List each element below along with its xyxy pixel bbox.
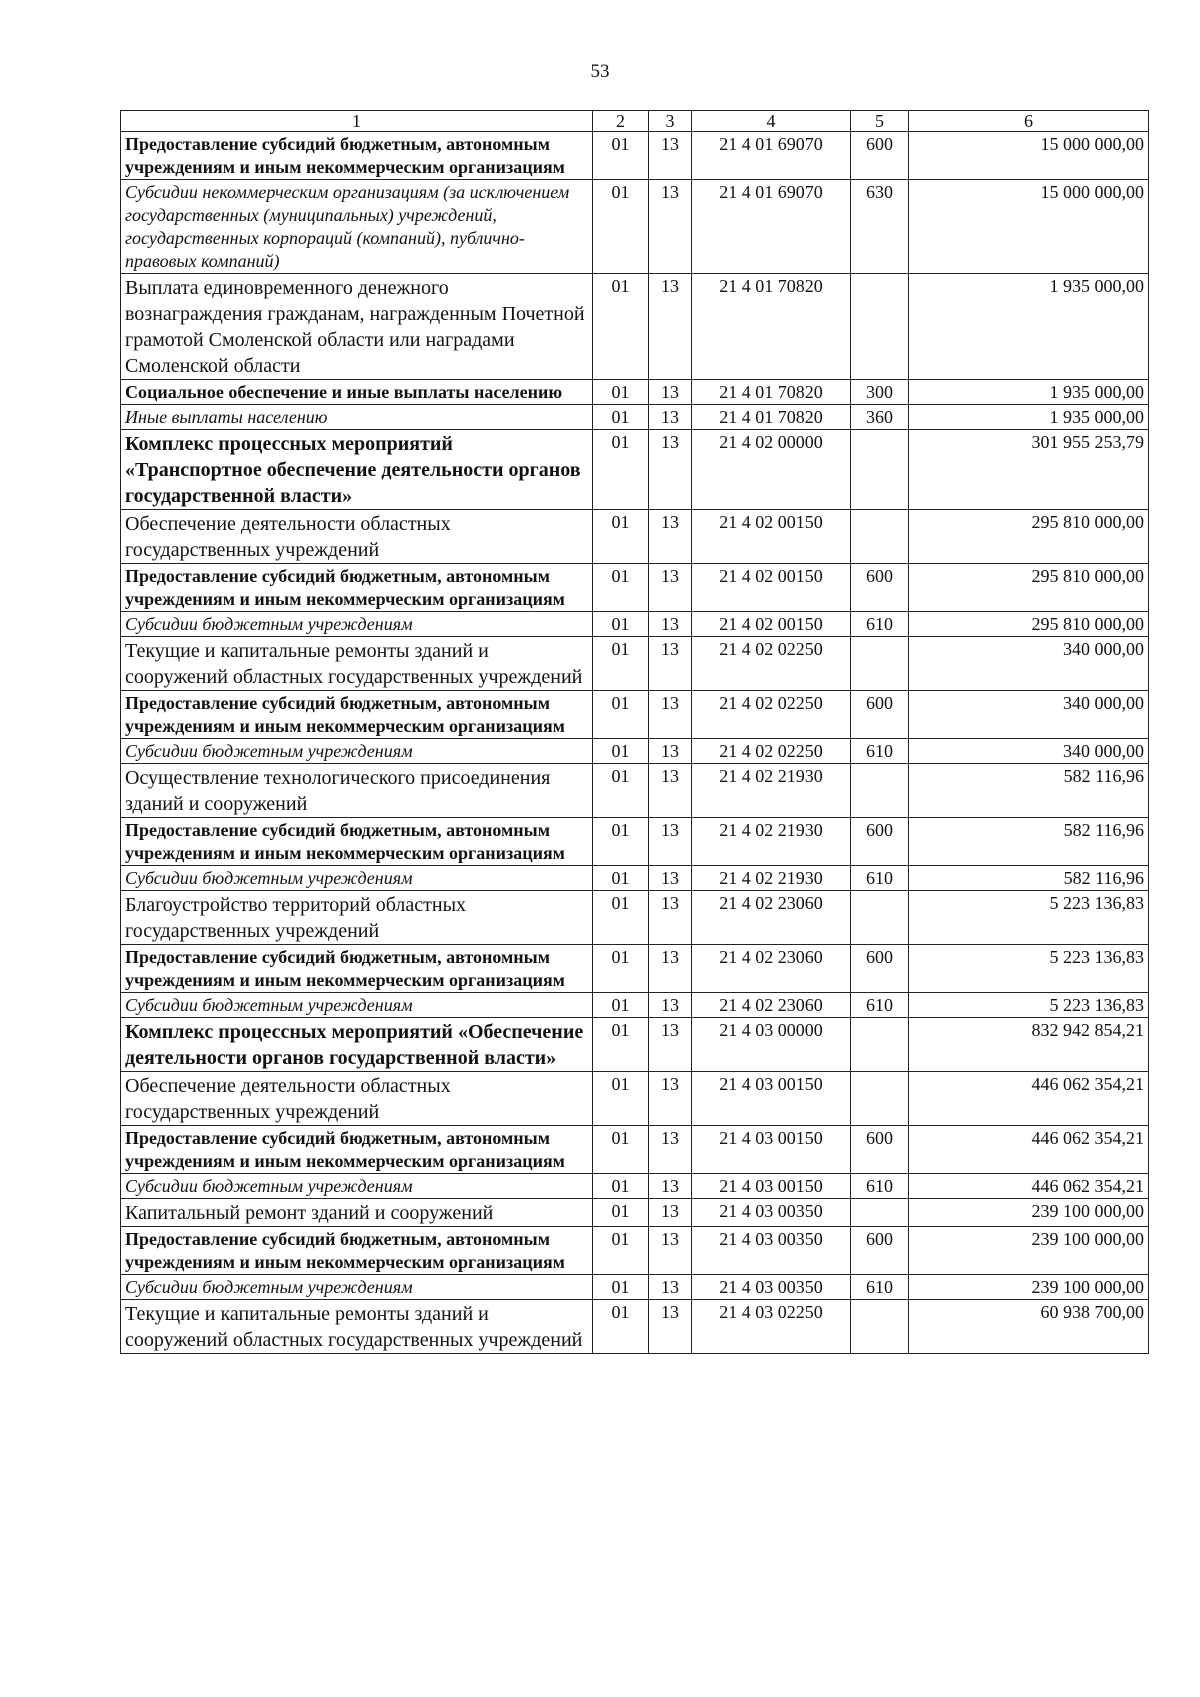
row-target-code-cell: 21 4 02 00000 [692,430,851,510]
row-subsection-cell: 13 [649,1300,692,1354]
table-row [121,1018,1149,1072]
row-amount-cell: 340 000,00 [909,739,1149,764]
table-row [121,637,1149,691]
row-name-cell: Комплекс процессных мероприятий «Транспортное обеспечение деятельности органов государственной власти» [121,430,593,510]
row-expense-type-cell [851,274,909,380]
row-amount-cell: 5 223 136,83 [909,993,1149,1018]
row-section-cell: 01 [593,691,649,739]
row-amount-cell: 340 000,00 [909,637,1149,691]
row-name-cell: Текущие и капитальные ремонты зданий и сооружений областных государственных учреждений [121,637,593,691]
row-target-code-cell: 21 4 02 21930 [692,818,851,866]
table-header-row [121,111,1149,132]
row-name-cell: Субсидии бюджетным учреждениям [121,993,593,1018]
table-row [121,891,1149,945]
row-target-code-cell: 21 4 02 00150 [692,510,851,564]
table-row [121,612,1149,637]
table-row [121,1199,1149,1227]
row-amount-cell: 295 810 000,00 [909,564,1149,612]
row-expense-type-cell: 630 [851,180,909,274]
row-target-code-cell: 21 4 03 00000 [692,1018,851,1072]
row-section-cell: 01 [593,993,649,1018]
column-header-5: 5 [851,111,909,132]
table-row [121,405,1149,430]
row-subsection-cell: 13 [649,1126,692,1174]
row-target-code-cell: 21 4 03 00150 [692,1174,851,1199]
row-target-code-cell: 21 4 01 69070 [692,132,851,180]
table-row [121,1227,1149,1275]
row-section-cell: 01 [593,274,649,380]
table-row [121,1126,1149,1174]
row-target-code-cell: 21 4 03 00350 [692,1275,851,1300]
table-row [121,764,1149,818]
row-subsection-cell: 13 [649,380,692,405]
row-section-cell: 01 [593,405,649,430]
row-target-code-cell: 21 4 02 21930 [692,866,851,891]
row-subsection-cell: 13 [649,430,692,510]
row-subsection-cell: 13 [649,891,692,945]
row-section-cell: 01 [593,818,649,866]
row-section-cell: 01 [593,1018,649,1072]
table-row [121,430,1149,510]
row-subsection-cell: 13 [649,691,692,739]
row-name-cell: Предоставление субсидий бюджетным, автономным учреждениям и иным некоммерческим организациям [121,132,593,180]
row-expense-type-cell [851,637,909,691]
row-expense-type-cell: 300 [851,380,909,405]
row-name-cell: Субсидии бюджетным учреждениям [121,1275,593,1300]
row-expense-type-cell: 610 [851,993,909,1018]
row-expense-type-cell [851,891,909,945]
row-expense-type-cell [851,1300,909,1354]
row-target-code-cell: 21 4 02 23060 [692,993,851,1018]
row-subsection-cell: 13 [649,405,692,430]
row-amount-cell: 832 942 854,21 [909,1018,1149,1072]
row-expense-type-cell: 360 [851,405,909,430]
row-target-code-cell: 21 4 03 00350 [692,1199,851,1227]
row-name-cell: Обеспечение деятельности областных государственных учреждений [121,1072,593,1126]
row-section-cell: 01 [593,180,649,274]
row-amount-cell: 60 938 700,00 [909,1300,1149,1354]
row-subsection-cell: 13 [649,637,692,691]
row-amount-cell: 1 935 000,00 [909,405,1149,430]
row-subsection-cell: 13 [649,739,692,764]
row-name-cell: Осуществление технологического присоединения зданий и сооружений [121,764,593,818]
page-number: 53 [590,61,610,82]
row-expense-type-cell: 610 [851,739,909,764]
row-amount-cell: 446 062 354,21 [909,1126,1149,1174]
row-subsection-cell: 13 [649,612,692,637]
row-section-cell: 01 [593,1072,649,1126]
row-subsection-cell: 13 [649,1227,692,1275]
row-section-cell: 01 [593,739,649,764]
row-section-cell: 01 [593,132,649,180]
row-amount-cell: 15 000 000,00 [909,132,1149,180]
table-row [121,739,1149,764]
table-body [121,111,1149,1354]
row-section-cell: 01 [593,945,649,993]
row-expense-type-cell: 600 [851,564,909,612]
row-name-cell: Иные выплаты населению [121,405,593,430]
column-header-6: 6 [909,111,1149,132]
table-row [121,1174,1149,1199]
row-name-cell: Субсидии бюджетным учреждениям [121,739,593,764]
row-target-code-cell: 21 4 03 00150 [692,1072,851,1126]
row-name-cell: Благоустройство территорий областных государственных учреждений [121,891,593,945]
row-target-code-cell: 21 4 02 02250 [692,637,851,691]
row-expense-type-cell: 600 [851,818,909,866]
row-amount-cell: 295 810 000,00 [909,612,1149,637]
row-target-code-cell: 21 4 01 69070 [692,180,851,274]
row-name-cell: Социальное обеспечение и иные выплаты населению [121,380,593,405]
row-section-cell: 01 [593,1199,649,1227]
row-target-code-cell: 21 4 03 00150 [692,1126,851,1174]
row-target-code-cell: 21 4 01 70820 [692,274,851,380]
row-subsection-cell: 13 [649,1072,692,1126]
row-expense-type-cell: 610 [851,866,909,891]
row-section-cell: 01 [593,1300,649,1354]
row-amount-cell: 582 116,96 [909,764,1149,818]
row-expense-type-cell [851,1199,909,1227]
row-name-cell: Предоставление субсидий бюджетным, автономным учреждениям и иным некоммерческим организациям [121,1126,593,1174]
row-name-cell: Предоставление субсидий бюджетным, автономным учреждениям и иным некоммерческим организациям [121,945,593,993]
row-name-cell: Капитальный ремонт зданий и сооружений [121,1199,593,1227]
row-amount-cell: 1 935 000,00 [909,380,1149,405]
row-section-cell: 01 [593,564,649,612]
row-section-cell: 01 [593,1275,649,1300]
row-expense-type-cell [851,764,909,818]
row-subsection-cell: 13 [649,132,692,180]
row-target-code-cell: 21 4 02 21930 [692,764,851,818]
row-target-code-cell: 21 4 02 02250 [692,691,851,739]
row-expense-type-cell [851,1018,909,1072]
row-amount-cell: 239 100 000,00 [909,1275,1149,1300]
table-row [121,132,1149,180]
row-section-cell: 01 [593,430,649,510]
row-target-code-cell: 21 4 02 00150 [692,612,851,637]
row-subsection-cell: 13 [649,1018,692,1072]
row-name-cell: Предоставление субсидий бюджетным, автономным учреждениям и иным некоммерческим организациям [121,818,593,866]
row-section-cell: 01 [593,1126,649,1174]
row-name-cell: Текущие и капитальные ремонты зданий и сооружений областных государственных учреждений [121,1300,593,1354]
row-target-code-cell: 21 4 01 70820 [692,380,851,405]
column-header-1: 1 [121,111,593,132]
table-row [121,1072,1149,1126]
row-amount-cell: 239 100 000,00 [909,1199,1149,1227]
row-name-cell: Предоставление субсидий бюджетным, автономным учреждениям и иным некоммерческим организациям [121,564,593,612]
row-expense-type-cell [851,510,909,564]
table-row [121,1300,1149,1354]
row-subsection-cell: 13 [649,180,692,274]
row-expense-type-cell: 610 [851,1174,909,1199]
row-amount-cell: 582 116,96 [909,818,1149,866]
row-target-code-cell: 21 4 02 00150 [692,564,851,612]
table-row [121,510,1149,564]
table-row [121,564,1149,612]
row-expense-type-cell: 600 [851,691,909,739]
table-row [121,380,1149,405]
row-subsection-cell: 13 [649,274,692,380]
row-name-cell: Обеспечение деятельности областных государственных учреждений [121,510,593,564]
row-target-code-cell: 21 4 03 00350 [692,1227,851,1275]
row-expense-type-cell: 600 [851,132,909,180]
row-subsection-cell: 13 [649,993,692,1018]
row-expense-type-cell: 610 [851,1275,909,1300]
table-row [121,993,1149,1018]
row-subsection-cell: 13 [649,1174,692,1199]
row-subsection-cell: 13 [649,510,692,564]
row-amount-cell: 446 062 354,21 [909,1174,1149,1199]
row-section-cell: 01 [593,612,649,637]
row-expense-type-cell: 600 [851,945,909,993]
row-name-cell: Предоставление субсидий бюджетным, автономным учреждениям и иным некоммерческим организациям [121,691,593,739]
row-subsection-cell: 13 [649,764,692,818]
row-amount-cell: 15 000 000,00 [909,180,1149,274]
row-target-code-cell: 21 4 03 02250 [692,1300,851,1354]
row-target-code-cell: 21 4 01 70820 [692,405,851,430]
row-amount-cell: 301 955 253,79 [909,430,1149,510]
budget-table [120,110,1149,1354]
column-header-2: 2 [593,111,649,132]
table-row [121,945,1149,993]
row-section-cell: 01 [593,637,649,691]
table-row [121,866,1149,891]
row-amount-cell: 1 935 000,00 [909,274,1149,380]
row-target-code-cell: 21 4 02 23060 [692,945,851,993]
row-expense-type-cell: 610 [851,612,909,637]
row-name-cell: Субсидии бюджетным учреждениям [121,612,593,637]
row-subsection-cell: 13 [649,818,692,866]
row-name-cell: Комплекс процессных мероприятий «Обеспечение деятельности органов государственной власти» [121,1018,593,1072]
row-expense-type-cell [851,430,909,510]
row-name-cell: Предоставление субсидий бюджетным, автономным учреждениям и иным некоммерческим организациям [121,1227,593,1275]
row-section-cell: 01 [593,764,649,818]
table-row [121,274,1149,380]
row-section-cell: 01 [593,866,649,891]
row-amount-cell: 295 810 000,00 [909,510,1149,564]
row-name-cell: Выплата единовременного денежного вознаграждения гражданам, награжденным Почетной грамотой Смоленской области или наградами Смоленской области [121,274,593,380]
row-amount-cell: 5 223 136,83 [909,945,1149,993]
row-subsection-cell: 13 [649,564,692,612]
row-target-code-cell: 21 4 02 02250 [692,739,851,764]
column-header-3: 3 [649,111,692,132]
row-amount-cell: 239 100 000,00 [909,1227,1149,1275]
row-amount-cell: 446 062 354,21 [909,1072,1149,1126]
row-section-cell: 01 [593,510,649,564]
row-subsection-cell: 13 [649,1199,692,1227]
row-section-cell: 01 [593,380,649,405]
row-name-cell: Субсидии бюджетным учреждениям [121,866,593,891]
row-name-cell: Субсидии некоммерческим организациям (за исключением государственных (муниципальных) учреждений, государственных корпораций (компаний), публично-правовых компаний) [121,180,593,274]
row-amount-cell: 340 000,00 [909,691,1149,739]
row-expense-type-cell [851,1072,909,1126]
row-amount-cell: 582 116,96 [909,866,1149,891]
row-target-code-cell: 21 4 02 23060 [692,891,851,945]
row-subsection-cell: 13 [649,945,692,993]
row-subsection-cell: 13 [649,866,692,891]
row-subsection-cell: 13 [649,1275,692,1300]
row-section-cell: 01 [593,1174,649,1199]
row-section-cell: 01 [593,891,649,945]
row-section-cell: 01 [593,1227,649,1275]
column-header-4: 4 [692,111,851,132]
row-amount-cell: 5 223 136,83 [909,891,1149,945]
table-row [121,818,1149,866]
row-expense-type-cell: 600 [851,1126,909,1174]
row-expense-type-cell: 600 [851,1227,909,1275]
table-row [121,180,1149,274]
row-name-cell: Субсидии бюджетным учреждениям [121,1174,593,1199]
table-row [121,691,1149,739]
table-row [121,1275,1149,1300]
